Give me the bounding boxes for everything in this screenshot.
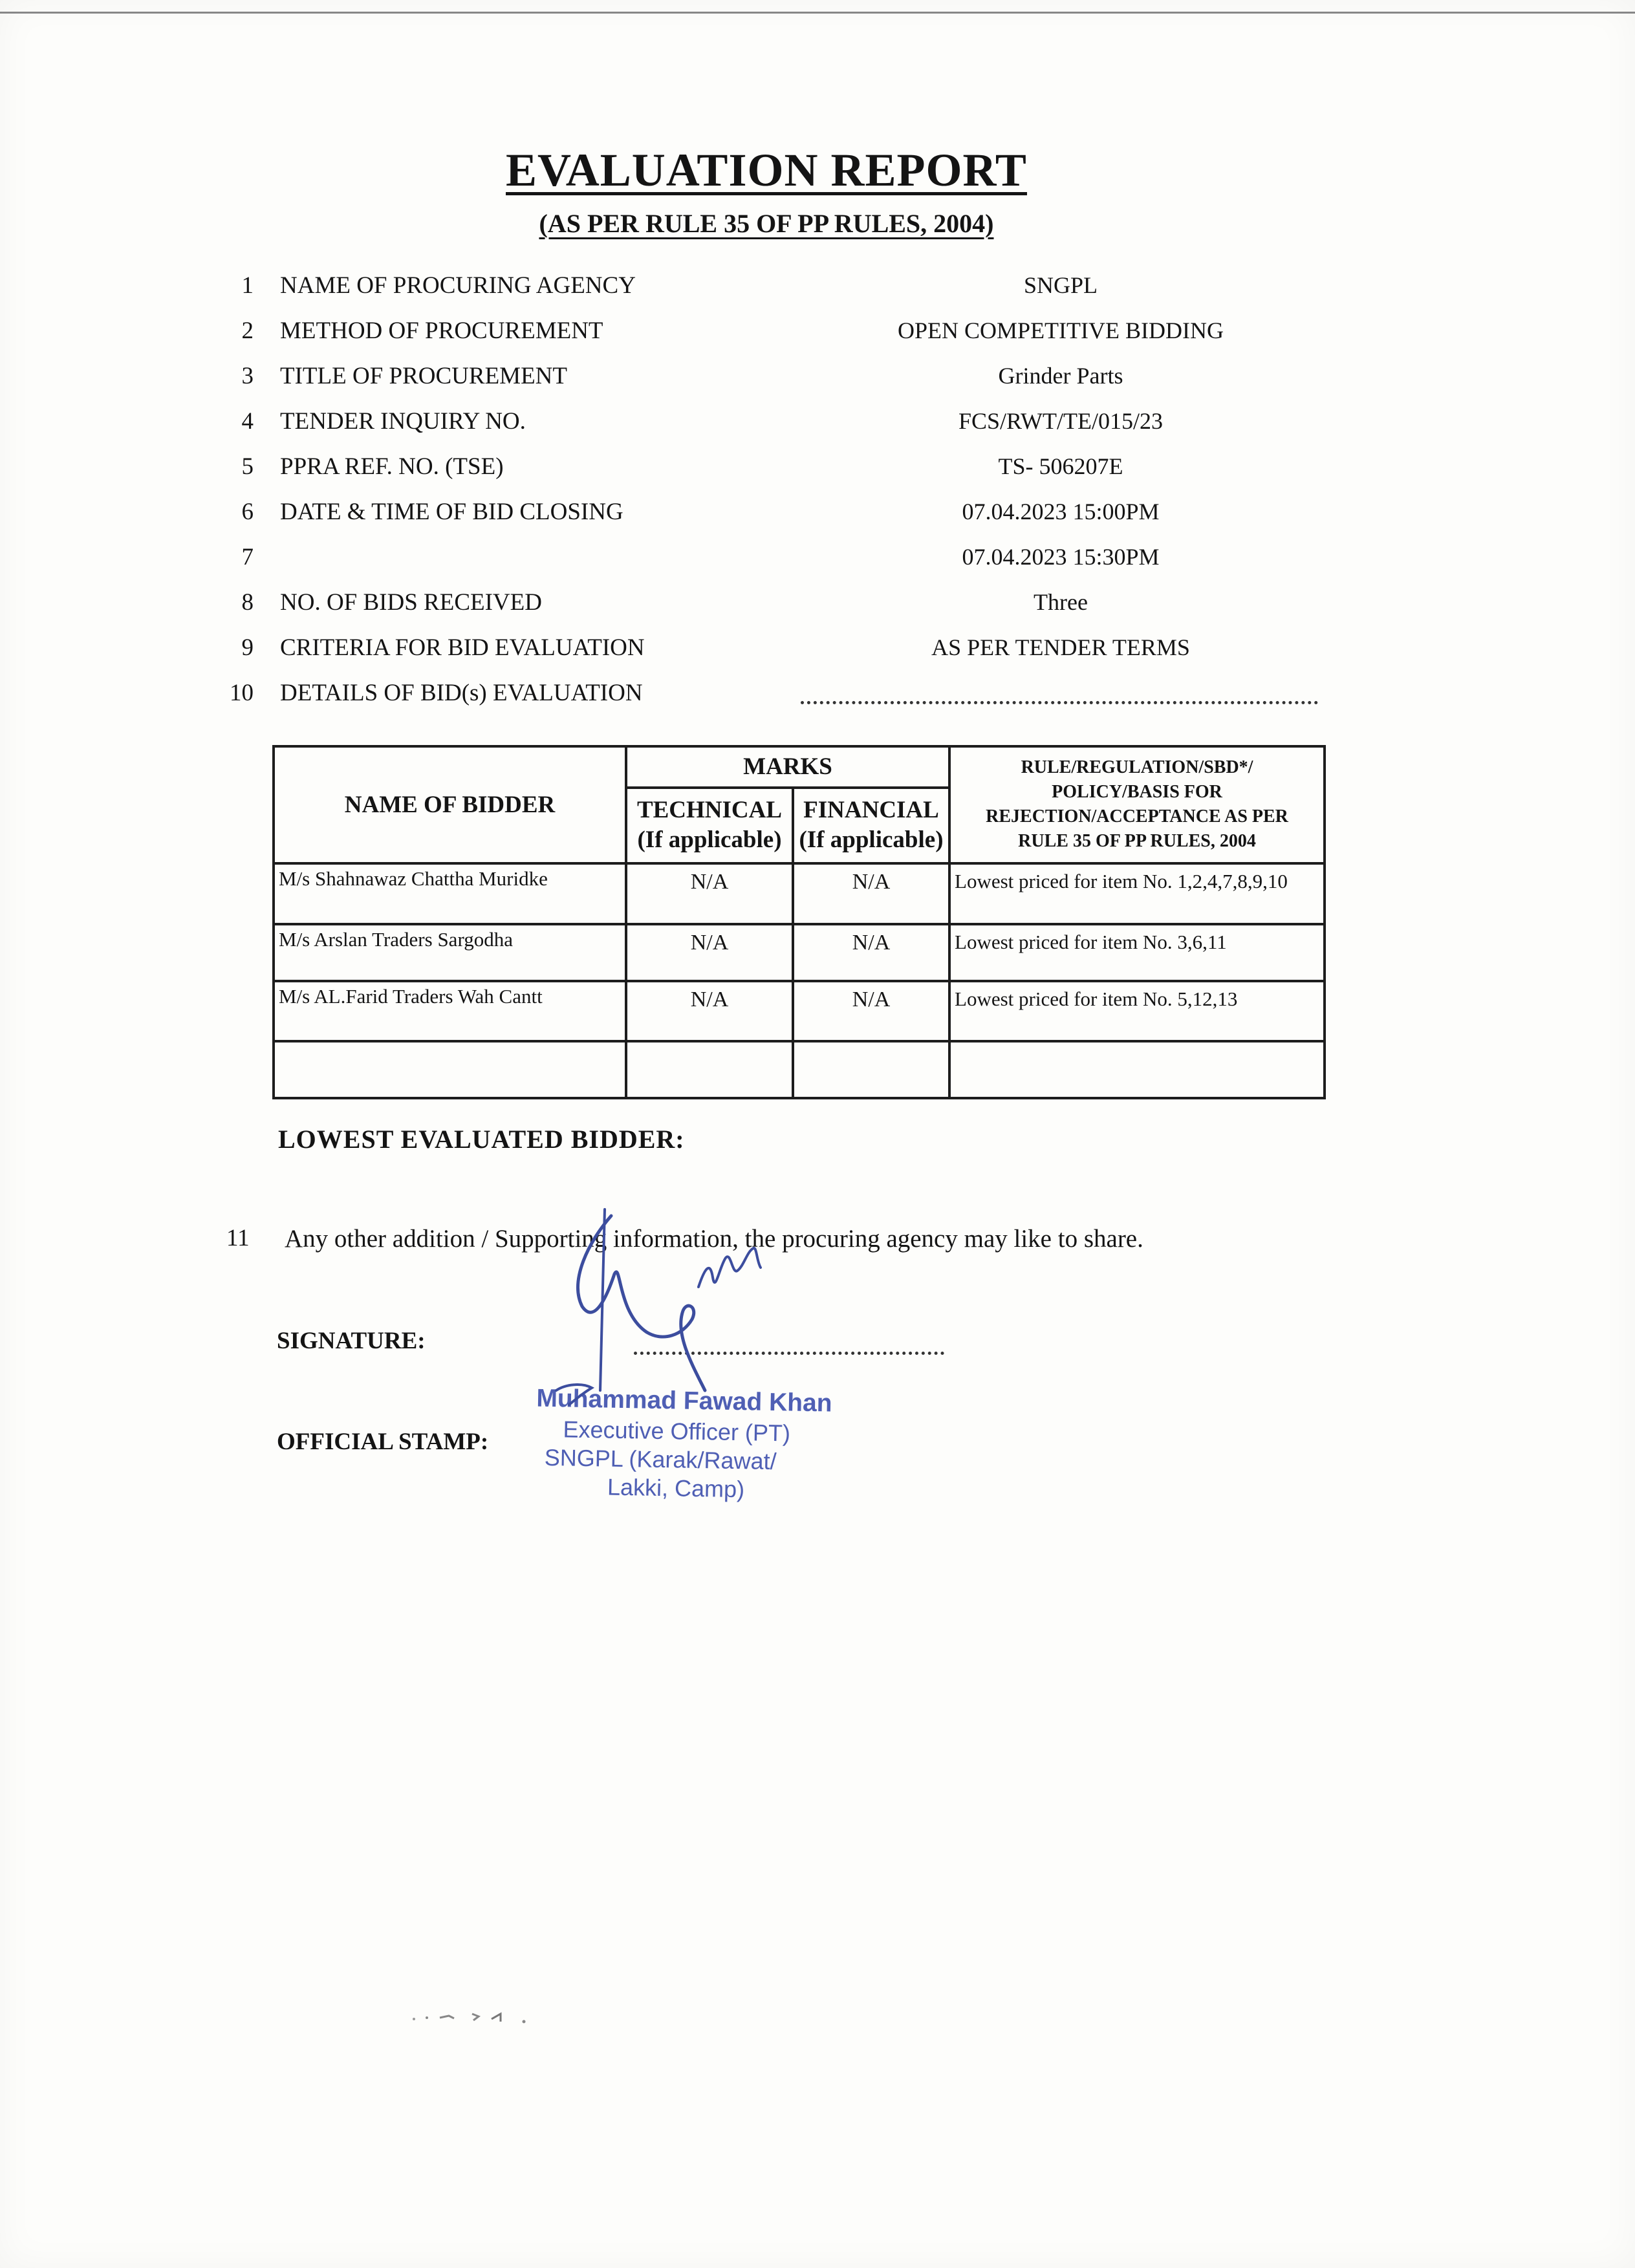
header-rule-line: REJECTION/ACCEPTANCE AS PER xyxy=(986,806,1288,827)
item-row-10 xyxy=(0,679,1635,718)
item-number: 6 xyxy=(241,499,254,525)
item-label: PPRA REF. NO. (TSE) xyxy=(280,453,504,480)
header-technical xyxy=(626,788,793,863)
rule-basis: Lowest priced for item No. 5,12,13 xyxy=(949,981,1325,1041)
item-value: AS PER TENDER TERMS xyxy=(931,634,1190,660)
item-label: TENDER INQUIRY NO. xyxy=(280,408,526,435)
header-marks: MARKS xyxy=(626,746,949,788)
item-number: 9 xyxy=(241,634,254,661)
item-row-2 xyxy=(0,317,1635,356)
item-value: 07.04.2023 15:30PM xyxy=(962,544,1160,570)
item-row-7 xyxy=(0,543,1635,582)
item-value: 07.04.2023 15:00PM xyxy=(962,499,1160,524)
table-row-empty xyxy=(274,1041,1325,1098)
header-technical-note: (If applicable) xyxy=(637,826,782,854)
item-label: DATE & TIME OF BID CLOSING xyxy=(280,499,623,525)
item-number: 2 xyxy=(241,318,254,344)
financial-mark xyxy=(793,1041,949,1098)
item-label: NAME OF PROCURING AGENCY xyxy=(280,272,636,299)
table-row xyxy=(274,981,1325,1041)
item-value: TS- 506207E xyxy=(998,453,1123,479)
handwritten-signature xyxy=(543,1196,815,1410)
scan-specks xyxy=(407,2005,550,2031)
header-rule-basis xyxy=(949,746,1325,863)
table-row xyxy=(274,863,1325,924)
technical-mark: N/A xyxy=(626,924,793,981)
item-label: METHOD OF PROCUREMENT xyxy=(280,318,603,344)
item-value: FCS/RWT/TE/015/23 xyxy=(958,408,1164,434)
official-stamp-label: OFFICIAL STAMP: xyxy=(277,1429,489,1455)
item-number: 8 xyxy=(241,589,254,616)
header-financial xyxy=(793,788,949,863)
report-subtitle: (AS PER RULE 35 OF PP RULES, 2004) xyxy=(539,209,994,238)
item-value: Grinder Parts xyxy=(998,363,1123,389)
item-row-1 xyxy=(0,272,1635,310)
bidder-name: M/s AL.Farid Traders Wah Cantt xyxy=(274,981,626,1041)
stamp-line: Executive Officer (PT) xyxy=(563,1416,791,1447)
header-rule-line: RULE/REGULATION/SBD*/ xyxy=(1021,757,1253,778)
bidder-name xyxy=(274,1041,626,1098)
scan-top-edge-line xyxy=(0,12,1635,14)
rule-basis xyxy=(949,1041,1325,1098)
header-technical-label: TECHNICAL xyxy=(636,797,783,824)
financial-mark: N/A xyxy=(793,863,949,924)
dotted-fill-line xyxy=(801,687,1318,704)
item-row-5 xyxy=(0,453,1635,491)
technical-mark: N/A xyxy=(626,981,793,1041)
stamp-line: SNGPL (Karak/Rawat/ xyxy=(544,1443,777,1475)
item-number: 3 xyxy=(241,363,254,389)
item-11-number: 11 xyxy=(226,1225,250,1251)
item-row-9 xyxy=(0,634,1635,673)
bid-evaluation-table xyxy=(272,745,1326,1099)
item-number: 4 xyxy=(241,408,254,435)
item-number: 1 xyxy=(241,272,254,299)
item-label: DETAILS OF BID(s) EVALUATION xyxy=(280,680,643,706)
bidder-name: M/s Arslan Traders Sargodha xyxy=(274,924,626,981)
stamp-line: Lakki, Camp) xyxy=(607,1473,745,1503)
item-row-6 xyxy=(0,498,1635,537)
rule-basis: Lowest priced for item No. 1,2,4,7,8,9,10 xyxy=(949,863,1325,924)
item-number: 10 xyxy=(230,680,254,706)
financial-mark: N/A xyxy=(793,981,949,1041)
technical-mark: N/A xyxy=(626,863,793,924)
item-value: OPEN COMPETITIVE BIDDING xyxy=(898,318,1224,343)
item-row-3 xyxy=(0,362,1635,401)
report-title: EVALUATION REPORT xyxy=(506,144,1027,196)
item-row-4 xyxy=(0,407,1635,446)
header-financial-note: (If applicable) xyxy=(799,826,944,854)
item-number: 5 xyxy=(241,453,254,480)
item-label: TITLE OF PROCUREMENT xyxy=(280,363,567,389)
header-rule-line: POLICY/BASIS FOR xyxy=(1052,782,1222,803)
stamp-line: Muhammad Fawad Khan xyxy=(536,1384,832,1418)
item-label: CRITERIA FOR BID EVALUATION xyxy=(280,634,645,661)
item-label: NO. OF BIDS RECEIVED xyxy=(280,589,542,616)
header-financial-label: FINANCIAL xyxy=(803,797,939,824)
signature-label: SIGNATURE: xyxy=(277,1328,426,1354)
item-row-8 xyxy=(0,589,1635,627)
financial-mark: N/A xyxy=(793,924,949,981)
item-value: Three xyxy=(1034,589,1088,615)
table-row xyxy=(274,924,1325,981)
rule-basis: Lowest priced for item No. 3,6,11 xyxy=(949,924,1325,981)
lowest-evaluated-bidder-label: LOWEST EVALUATED BIDDER: xyxy=(278,1125,685,1154)
header-bidder-name: NAME OF BIDDER xyxy=(274,746,626,863)
technical-mark xyxy=(626,1041,793,1098)
header-rule-line: RULE 35 OF PP RULES, 2004 xyxy=(1018,831,1256,852)
bidder-name: M/s Shahnawaz Chattha Muridke xyxy=(274,863,626,924)
item-value: SNGPL xyxy=(1023,272,1098,298)
item-number: 7 xyxy=(241,544,254,570)
item-11-text: Any other addition / Supporting information, the procuring agency may like to share. xyxy=(285,1225,1143,1253)
